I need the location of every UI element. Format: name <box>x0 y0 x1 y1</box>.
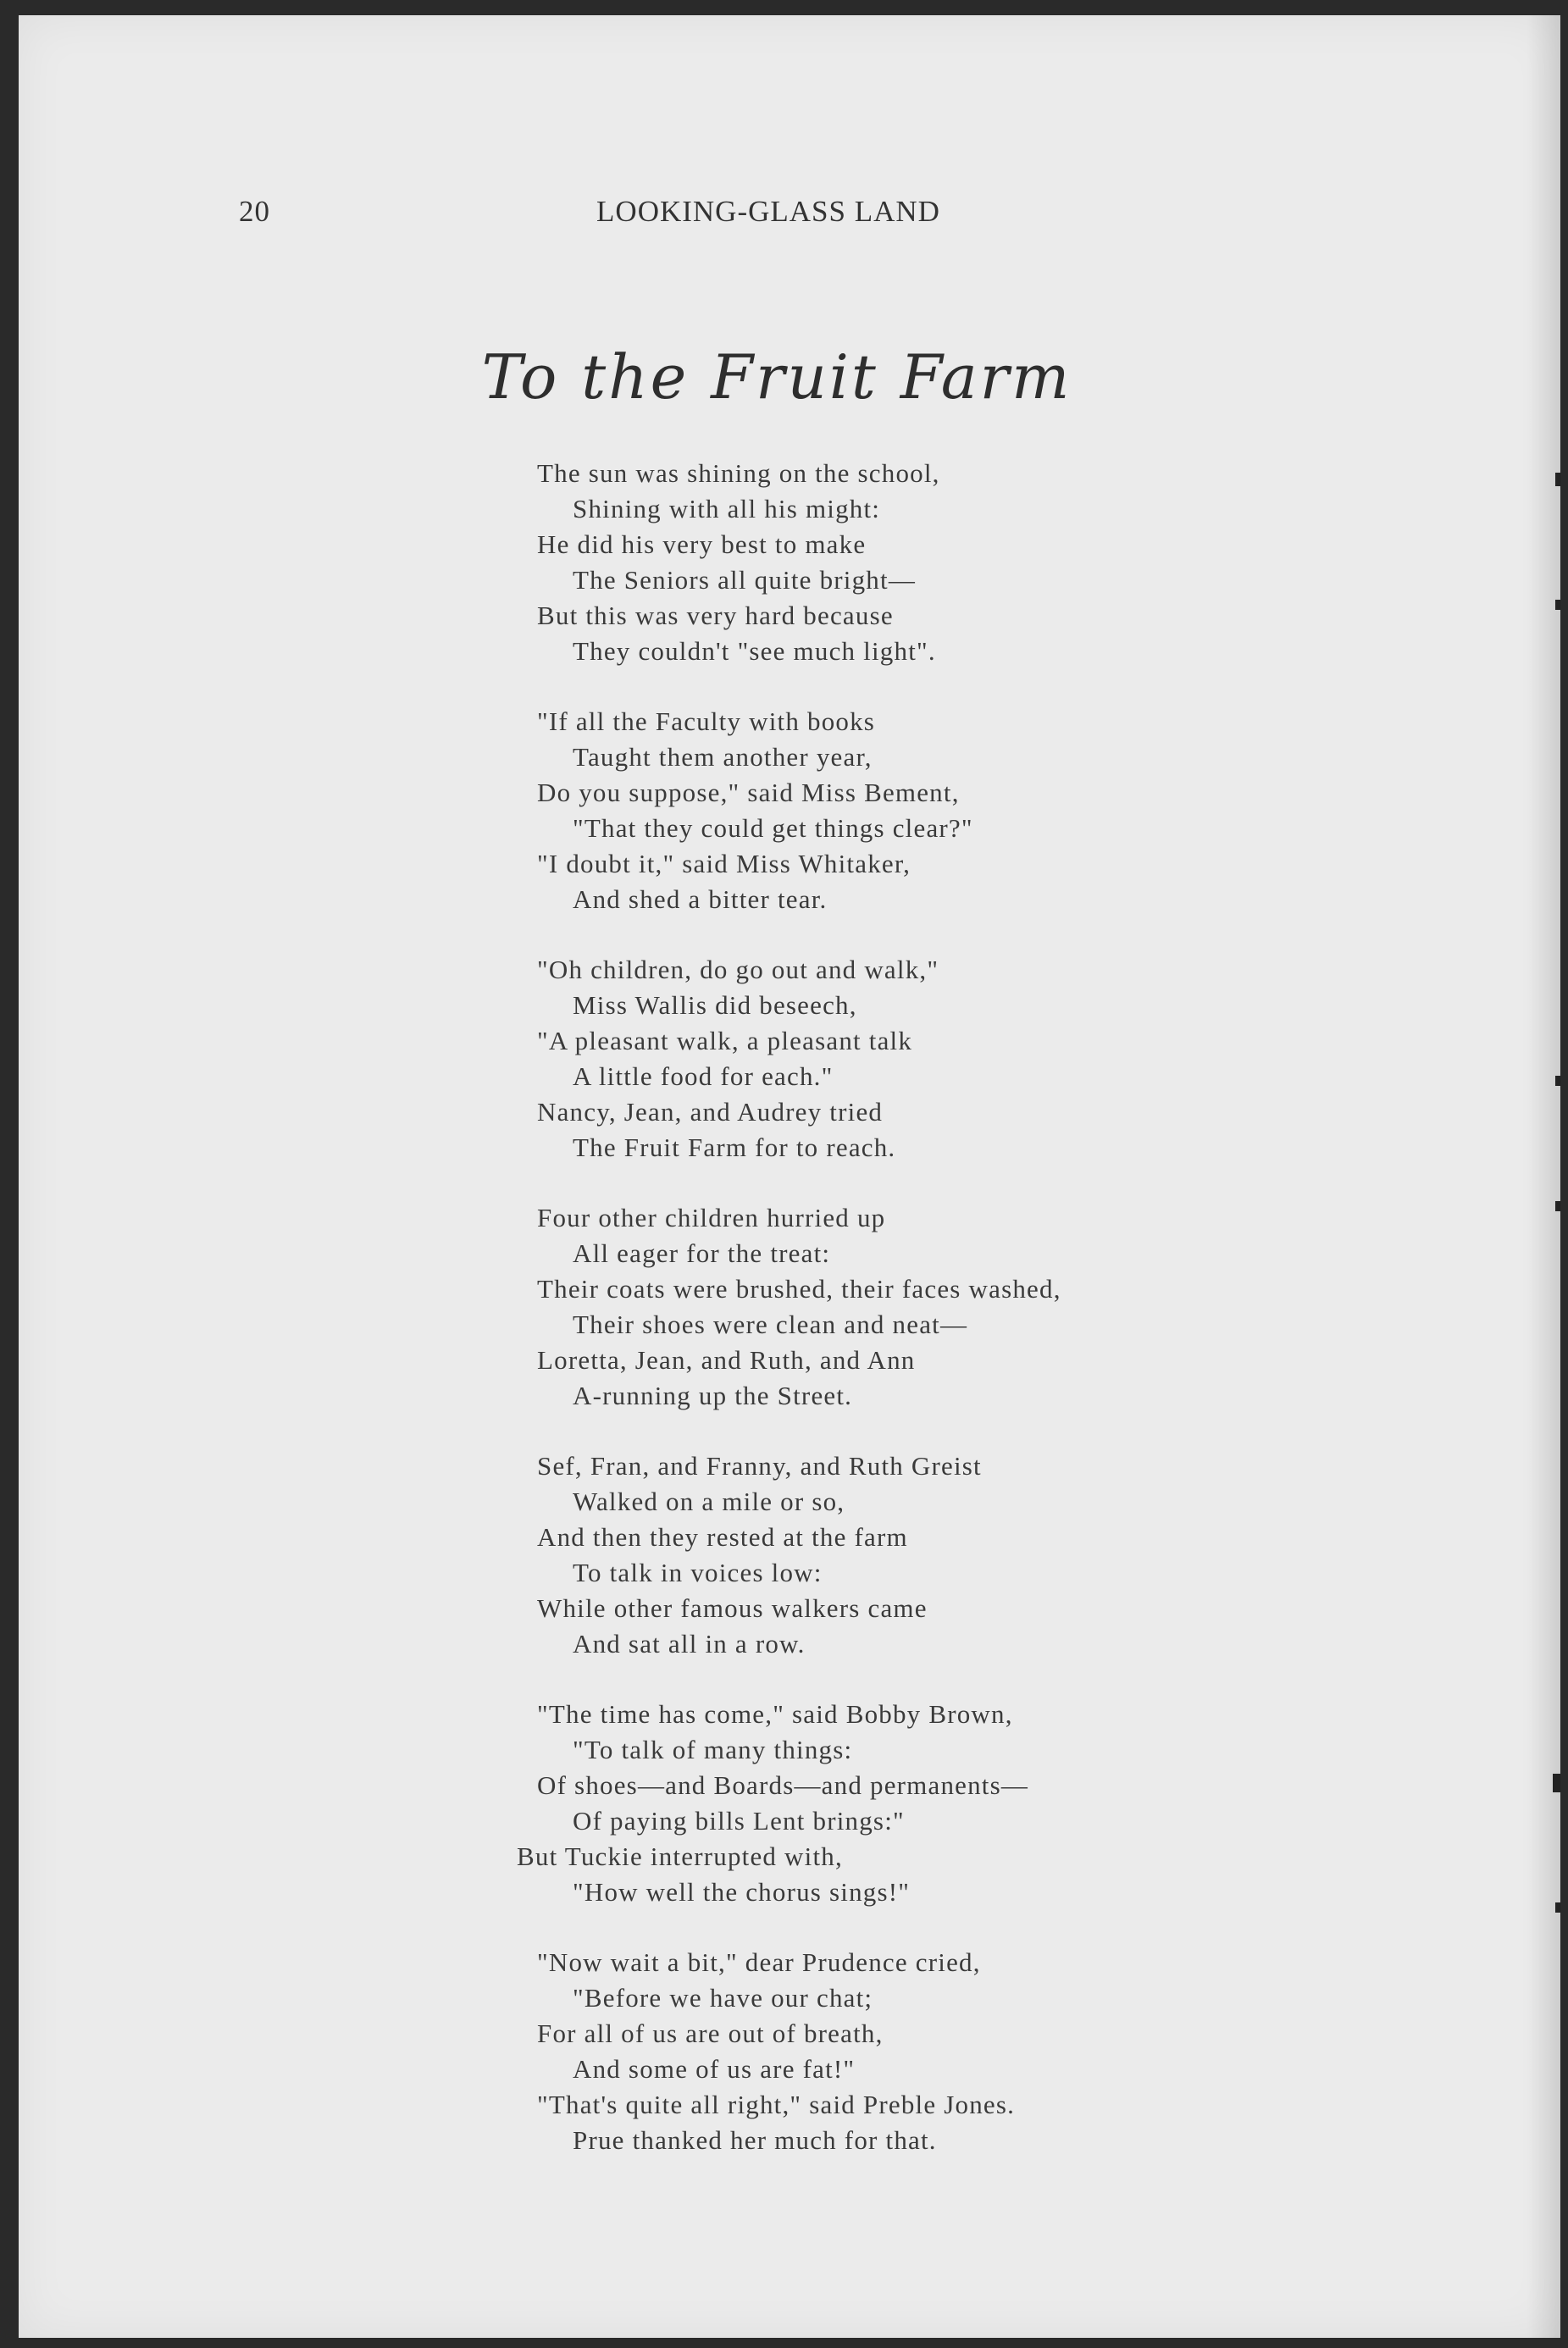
poem-line: And sat all in a row. <box>573 1629 806 1659</box>
poem-line: Their coats were brushed, their faces washed, <box>537 1274 1061 1304</box>
poem-line: "To talk of many things: <box>573 1735 853 1764</box>
poem-line: Sef, Fran, and Franny, and Ruth Greist <box>537 1451 982 1481</box>
poem-line: "That they could get things clear?" <box>573 813 973 843</box>
poem-line: And shed a bitter tear. <box>573 884 828 914</box>
edge-mark <box>1555 473 1560 486</box>
stanza <box>537 1200 1469 1414</box>
poem-line: Shining with all his might: <box>573 494 881 523</box>
stanza <box>537 704 1469 917</box>
poem-line: To talk in voices low: <box>573 1558 823 1587</box>
stanza <box>537 1945 1469 2158</box>
edge-mark <box>1555 1902 1560 1913</box>
poem-line: Nancy, Jean, and Audrey tried <box>537 1097 884 1127</box>
poem-line: Taught them another year, <box>573 742 873 772</box>
stanza <box>517 1697 1469 1910</box>
poem-line: But Tuckie interrupted with, <box>517 1841 843 1871</box>
poem-line: Prue thanked her much for that. <box>573 2125 937 2155</box>
poem-line: Walked on a mile or so, <box>573 1487 845 1516</box>
poem-line: Miss Wallis did beseech, <box>573 990 857 1020</box>
poem-line: For all of us are out of breath, <box>537 2019 884 2048</box>
poem-line: They couldn't "see much light". <box>573 636 936 666</box>
poem-line: All eager for the treat: <box>573 1238 831 1268</box>
poem-line: "How well the chorus sings!" <box>573 1877 911 1907</box>
edge-mark <box>1555 1076 1560 1086</box>
poem-line: Loretta, Jean, and Ruth, and Ann <box>537 1345 916 1375</box>
poem-line: The Fruit Farm for to reach. <box>573 1132 896 1162</box>
poem-line: A little food for each." <box>573 1061 834 1091</box>
poem-line: "I doubt it," said Miss Whitaker, <box>537 849 911 878</box>
edge-mark <box>1555 600 1560 610</box>
poem-line: Of paying bills Lent brings:" <box>573 1806 905 1836</box>
poem-line: "Before we have our chat; <box>573 1983 873 2013</box>
poem-line: "Now wait a bit," dear Prudence cried, <box>537 1947 981 1977</box>
poem-title: To the Fruit Farm <box>481 341 1072 413</box>
page-header <box>19 195 1560 237</box>
poem-line: And some of us are fat!" <box>573 2054 856 2084</box>
poem-line: And then they rested at the farm <box>537 1522 908 1552</box>
poem-line: "The time has come," said Bobby Brown, <box>537 1699 1013 1729</box>
poem-line: Do you suppose," said Miss Bement, <box>537 778 960 807</box>
poem-line: "A pleasant walk, a pleasant talk <box>537 1026 913 1055</box>
page-number: 20 <box>239 195 270 228</box>
book-page <box>19 15 1560 2338</box>
poem-line: "That's quite all right," said Preble Jones. <box>537 2090 1016 2119</box>
poem-line: He did his very best to make <box>537 529 867 559</box>
stanza <box>537 456 1469 669</box>
poem-line: The Seniors all quite bright— <box>573 565 917 595</box>
poem-line: A-running up the Street. <box>573 1381 853 1410</box>
edge-mark <box>1553 1774 1560 1792</box>
poem-line: While other famous walkers came <box>537 1593 928 1623</box>
edge-mark <box>1555 1201 1560 1211</box>
stanza <box>537 1448 1469 1662</box>
poem-line: But this was very hard because <box>537 601 894 630</box>
poem-line: Of shoes—and Boards—and permanents— <box>537 1770 1029 1800</box>
running-head: LOOKING-GLASS LAND <box>596 195 940 228</box>
poem-line: "Oh children, do go out and walk," <box>537 955 939 984</box>
stanza <box>537 952 1469 1166</box>
poem-line: Four other children hurried up <box>537 1203 886 1232</box>
poem-line: The sun was shining on the school, <box>537 458 940 488</box>
poem-body <box>517 456 1469 2193</box>
poem-line: Their shoes were clean and neat— <box>573 1310 968 1339</box>
poem-line: "If all the Faculty with books <box>537 706 876 736</box>
